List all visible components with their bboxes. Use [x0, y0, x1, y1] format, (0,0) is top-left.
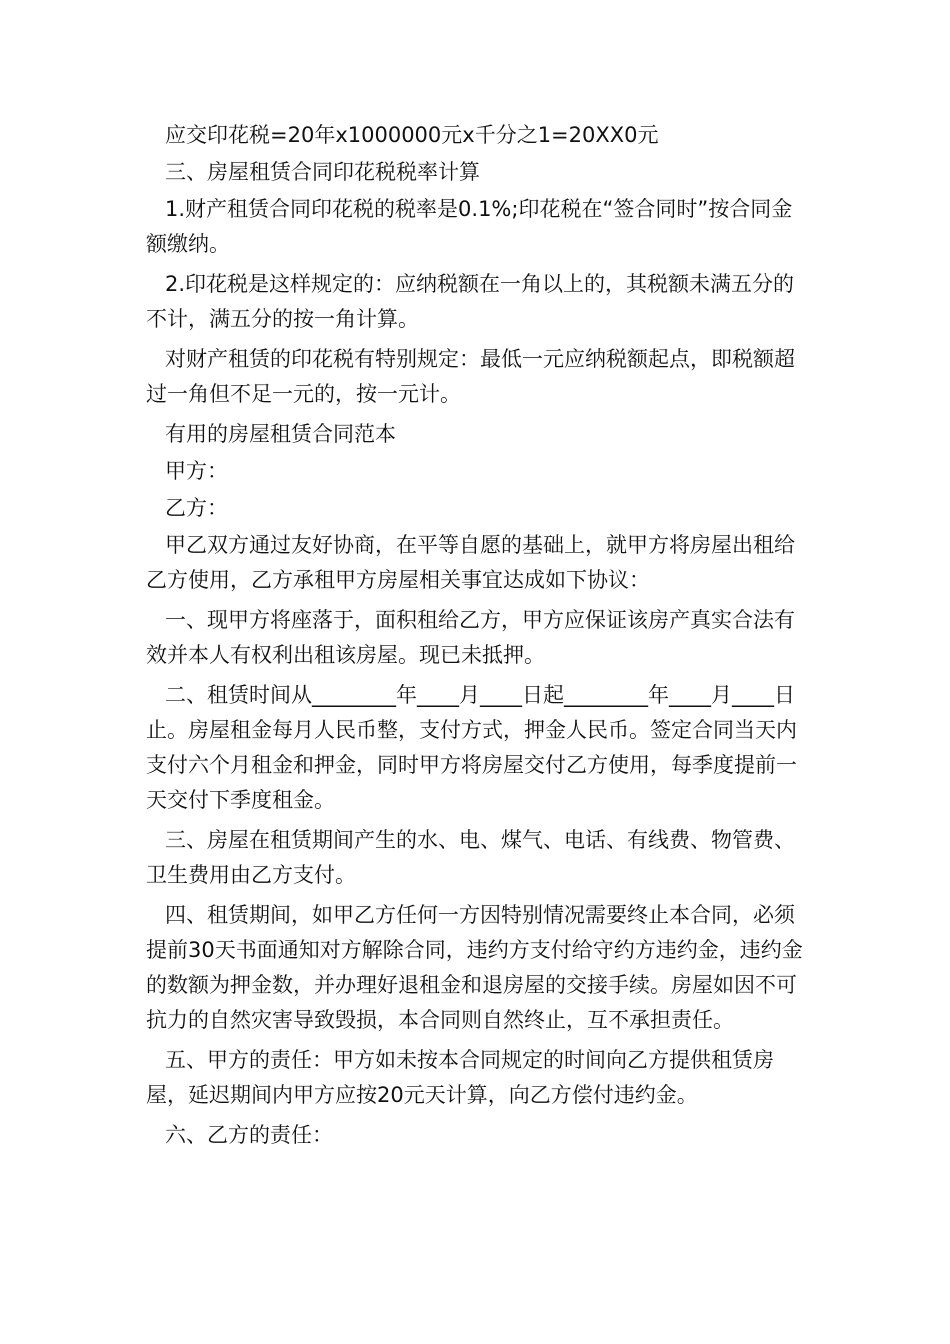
- paragraph-tax-rate-2: 2.印花税是这样规定的：应纳税额在一角以上的，其税额未满五分的不计，满五分的按一角计算。: [146, 272, 795, 331]
- clause-4: 四、租赁期间，如甲乙方任何一方因特别情况需要终止本合同，必须提前30天书面通知对方解除合同，违约方支付给守约方违约金，违约金的数额为押金数，并办理好退租金和退房屋的交接手续。房屋如因不可抗力的自然灾害导致毁损，本合同则自然终止，互不承担责任。: [146, 903, 803, 1032]
- section-heading-tax-rate: 三、房屋租赁合同印花税税率计算: [165, 160, 480, 184]
- party-b-line: 乙方：: [165, 496, 228, 520]
- clause-5: 五、甲方的责任：甲方如未按本合同规定的时间向乙方提供租赁房屋，延迟期间内甲方应按20元天计算，向乙方偿付违约金。: [146, 1048, 774, 1107]
- paragraph-tax-rate-1: 1.财产租赁合同印花税的税率是0.1%;印花税在“签合同时”按合同金额缴纳。: [146, 197, 793, 256]
- contract-title: 有用的房屋租赁合同范本: [165, 422, 396, 446]
- paragraph-stamp-tax-example: 应交印花税=20年x1000000元x千分之1=20XX0元: [165, 123, 659, 147]
- paragraph-special-rule: 对财产租赁的印花税有特别规定：最低一元应纳税额起点，即税额超过一角但不足一元的，按一元计。: [146, 347, 795, 406]
- clause-3: 三、房屋在租赁期间产生的水、电、煤气、电话、有线费、物管费、卫生费用由乙方支付。: [146, 828, 795, 887]
- document-body: [146, 118, 808, 1158]
- party-a-line: 甲方：: [165, 459, 228, 483]
- clause-6: 六、乙方的责任：: [165, 1123, 333, 1147]
- clause-2: 二、租赁时间从________年____月____日起________年____月____日止。房屋租金每月人民币整，支付方式，押金人民币。签定合同当天内支付六个月租金和押金，同时甲方将房屋交付乙方使用，每季度提前一天交付下季度租金。: [146, 683, 797, 812]
- paragraph-intro: 甲乙双方通过友好协商，在平等自愿的基础上，就甲方将房屋出租给乙方使用，乙方承租甲方房屋相关事宜达成如下协议：: [146, 533, 795, 592]
- clause-1: 一、现甲方将座落于，面积租给乙方，甲方应保证该房产真实合法有效并本人有权利出租该房屋。现已未抵押。: [146, 608, 795, 667]
